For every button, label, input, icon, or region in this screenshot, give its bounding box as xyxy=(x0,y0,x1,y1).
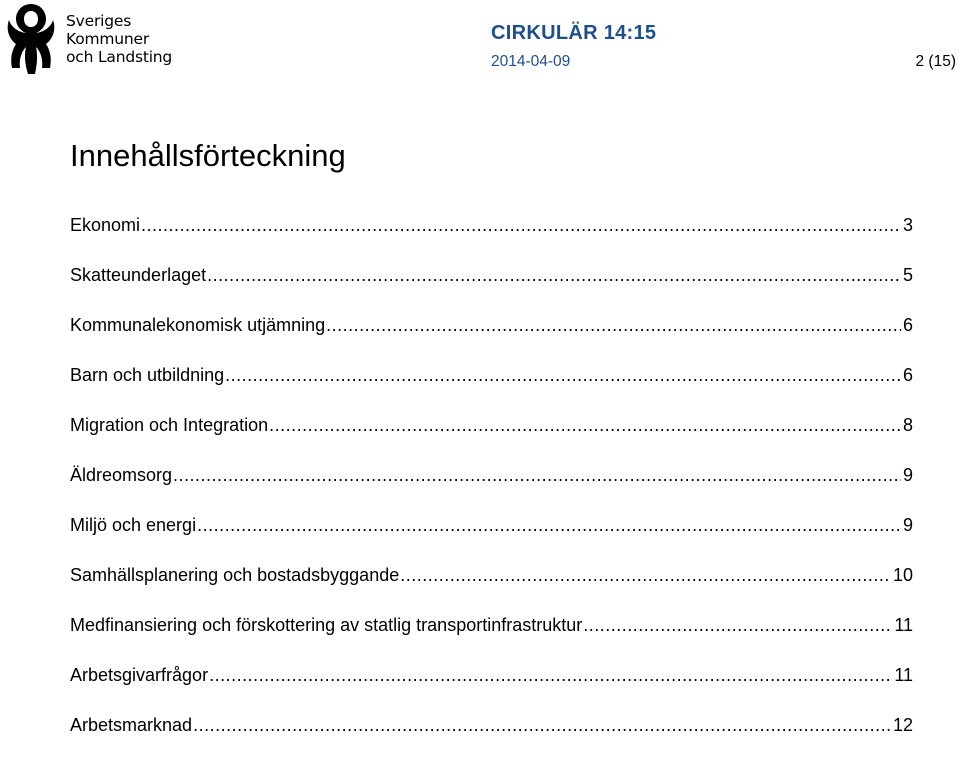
toc-entry-page: 3 xyxy=(902,215,913,235)
toc-entry-page: 8 xyxy=(902,415,913,435)
toc-entry-title: Ekonomi xyxy=(70,215,141,235)
toc-entry-title: Samhällsplanering och bostadsbyggande xyxy=(70,565,400,585)
toc-leader-dots xyxy=(225,363,901,387)
toc-entry-title: Barn och utbildning xyxy=(70,365,225,385)
toc-entry-title: Migration och Integration xyxy=(70,415,269,435)
toc-entry[interactable] xyxy=(70,413,913,463)
toc-entry[interactable] xyxy=(70,663,913,713)
toc-leader-dots xyxy=(197,513,901,537)
toc-heading: Innehållsförteckning xyxy=(70,138,346,173)
toc-entry-title: Medfinansiering och förskottering av statlig transportinfrastruktur xyxy=(70,615,583,635)
organization-logo xyxy=(4,2,194,78)
toc-entry-title: Skatteunderlaget xyxy=(70,265,207,285)
toc-entry-page: 6 xyxy=(902,315,913,335)
toc-entry[interactable] xyxy=(70,363,913,413)
toc-entry-page: 9 xyxy=(902,465,913,485)
toc-leader-dots xyxy=(583,613,892,637)
toc-entry[interactable] xyxy=(70,513,913,563)
toc-entry[interactable] xyxy=(70,313,913,363)
toc-entry[interactable] xyxy=(70,563,913,613)
toc-leader-dots xyxy=(400,563,891,587)
logo-line-1: Sveriges xyxy=(66,12,132,30)
toc-entry-page: 10 xyxy=(892,565,913,585)
logo-line-3: och Landsting xyxy=(66,48,173,66)
circular-title: CIRKULÄR 14:15 xyxy=(491,22,657,44)
toc-entry[interactable] xyxy=(70,263,913,313)
toc-leader-dots xyxy=(326,313,901,337)
table-of-contents xyxy=(70,213,913,763)
toc-leader-dots xyxy=(209,663,892,687)
toc-entry-title: Miljö och energi xyxy=(70,515,197,535)
toc-entry-page: 11 xyxy=(894,615,913,635)
toc-entry-title: Kommunalekonomisk utjämning xyxy=(70,315,326,335)
toc-entry-page: 6 xyxy=(902,365,913,385)
skl-logo-icon xyxy=(4,2,58,76)
toc-leader-dots xyxy=(269,413,901,437)
toc-leader-dots xyxy=(141,213,901,237)
circular-date: 2014-04-09 xyxy=(491,53,571,70)
toc-entry-title: Arbetsmarknad xyxy=(70,715,193,735)
toc-entry-page: 9 xyxy=(902,515,913,535)
toc-entry[interactable] xyxy=(70,213,913,263)
toc-leader-dots xyxy=(207,263,901,287)
toc-entry-page: 5 xyxy=(902,265,913,285)
toc-entry-title: Äldreomsorg xyxy=(70,465,173,485)
logo-line-2: Kommuner xyxy=(66,30,150,48)
toc-entry-page: 11 xyxy=(894,665,913,685)
toc-entry[interactable] xyxy=(70,613,913,663)
toc-leader-dots xyxy=(173,463,901,487)
toc-entry[interactable] xyxy=(70,463,913,513)
toc-leader-dots xyxy=(193,713,891,737)
logo-wordmark xyxy=(66,12,172,66)
toc-entry-title: Arbetsgivarfrågor xyxy=(70,665,209,685)
toc-entry-page: 12 xyxy=(892,715,913,735)
toc-entry[interactable] xyxy=(70,713,913,763)
page-number: 2 (15) xyxy=(915,53,956,70)
